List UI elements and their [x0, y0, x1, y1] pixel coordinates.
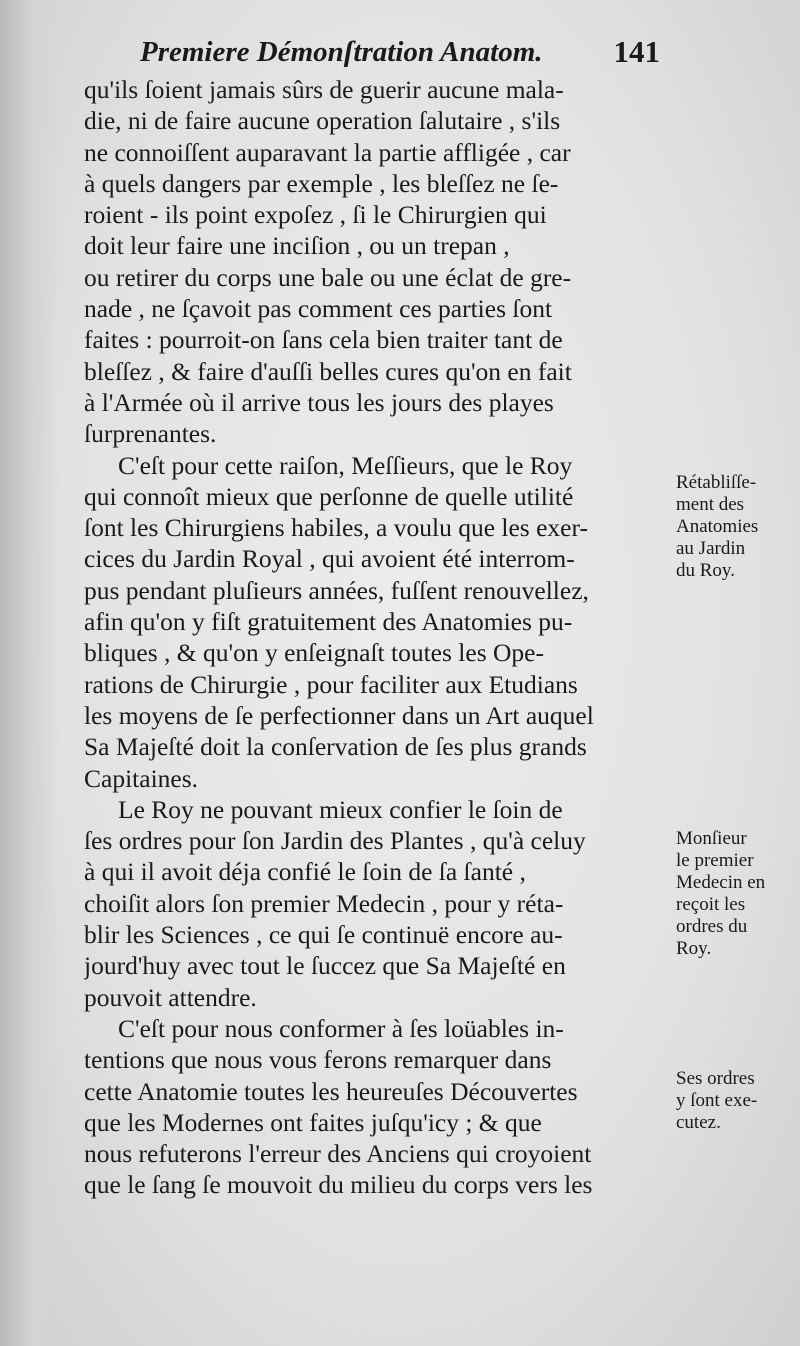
margin-note-line: Rétabliſſe-	[676, 472, 757, 493]
margin-note-line: Medecin en	[676, 872, 766, 893]
text-line: rations de Chirurgie , pour faciliter aux Etudians	[84, 669, 578, 699]
text-line: Capitaines.	[84, 763, 199, 793]
margin-note-line: Ses ordres	[676, 1068, 755, 1089]
page-gutter-shadow	[0, 0, 60, 1346]
text-line: die, ni de faire aucune operation ſalutaire , s'ils	[84, 106, 561, 136]
text-line: cette Anatomie toutes les heureuſes Découvertes	[84, 1076, 578, 1106]
margin-note-line: le premier	[676, 850, 754, 871]
margin-note-ordres-executez	[676, 1068, 757, 1134]
text-line: choiſit alors ſon premier Medecin , pour y réta-	[84, 888, 564, 918]
text-line: cices du Jardin Royal , qui avoient été interrom-	[84, 544, 575, 574]
text-line: pus pendant pluſieurs années, fuſſent renouvellez,	[84, 575, 589, 605]
text-line: roient - ils point expoſez , ſi le Chirurgien qui	[84, 200, 547, 230]
margin-note-line: cutez.	[676, 1112, 721, 1133]
text-line: nous refuterons l'erreur des Anciens qui croyoient	[84, 1139, 592, 1169]
text-line: qui connoît mieux que perſonne de quelle utilité	[84, 481, 574, 511]
text-line: doit leur faire une inciſion , ou un trepan ,	[84, 231, 510, 261]
text-line: ou retirer du corps une bale ou une éclat de gre-	[84, 262, 572, 292]
text-line: ſurprenantes.	[84, 419, 217, 449]
text-line: à qui il avoit déja confié le ſoin de ſa ſanté ,	[84, 857, 526, 887]
text-line: qu'ils ſoient jamais sûrs de guerir aucune mala-	[84, 75, 564, 104]
margin-note-line: du Roy.	[676, 560, 735, 581]
margin-note-line: ment des	[676, 494, 745, 515]
text-line: pouvoit attendre.	[84, 982, 257, 1012]
text-line: afin qu'on y fiſt gratuitement des Anatomies pu-	[84, 607, 573, 637]
text-line: Sa Majeſté doit la conſervation de ſes plus grands	[84, 732, 587, 762]
margin-note-line: ordres du	[676, 916, 748, 937]
text-line: que les Modernes ont faites juſqu'icy ; & que	[84, 1107, 542, 1137]
margin-note-line: Anatomies	[676, 516, 759, 537]
text-line: C'eſt pour nous conformer à ſes loüables in-	[118, 1013, 564, 1043]
margin-note-line: Monſieur	[676, 828, 747, 849]
text-line: à l'Armée où il arrive tous les jours des playes	[84, 387, 554, 417]
text-line: que le ſang ſe mouvoit du milieu du corps vers les	[84, 1170, 593, 1200]
text-line: C'eſt pour cette raiſon, Meſſieurs, que le Roy	[118, 450, 573, 480]
text-line: à quels dangers par exemple , les bleſſez ne ſe-	[84, 168, 559, 198]
text-line: Le Roy ne pouvant mieux confier le ſoin de	[118, 794, 563, 824]
main-text-block	[84, 74, 672, 1201]
running-title: Premiere Démonſtration Anatom.	[140, 36, 543, 68]
text-line: faites : pourroit-on ſans cela bien traiter tant de	[84, 325, 563, 355]
margin-note-premier-medecin	[676, 828, 765, 960]
page-number: 141	[613, 34, 660, 69]
margin-note-line: reçoit les	[676, 894, 746, 915]
margin-note-retablissement	[676, 472, 758, 582]
text-line: jourd'huy avec tout le ſuccez que Sa Majeſté en	[84, 951, 566, 981]
text-line: les moyens de ſe perfectionner dans un Art auquel	[84, 700, 594, 730]
text-line: bliques , & qu'on y enſeignaſt toutes les Ope-	[84, 638, 544, 668]
text-line: ne connoiſſent auparavant la partie affligée , car	[84, 137, 571, 167]
text-line: ſes ordres pour ſon Jardin des Plantes , qu'à celuy	[84, 826, 586, 856]
text-line: bleſſez , & faire d'auſſi belles cures qu'on en fait	[84, 356, 572, 386]
text-line: nade , ne ſçavoit pas comment ces parties ſont	[84, 294, 553, 324]
margin-note-line: Roy.	[676, 938, 712, 959]
margin-note-line: au Jardin	[676, 538, 746, 559]
margin-note-line: y ſont exe-	[676, 1090, 758, 1111]
text-line: tentions que nous vous ferons remarquer dans	[84, 1045, 552, 1075]
running-header	[140, 30, 660, 76]
text-line: ſont les Chirurgiens habiles, a voulu que les exer-	[84, 513, 588, 543]
text-line: blir les Sciences , ce qui ſe continuë encore au-	[84, 920, 563, 950]
